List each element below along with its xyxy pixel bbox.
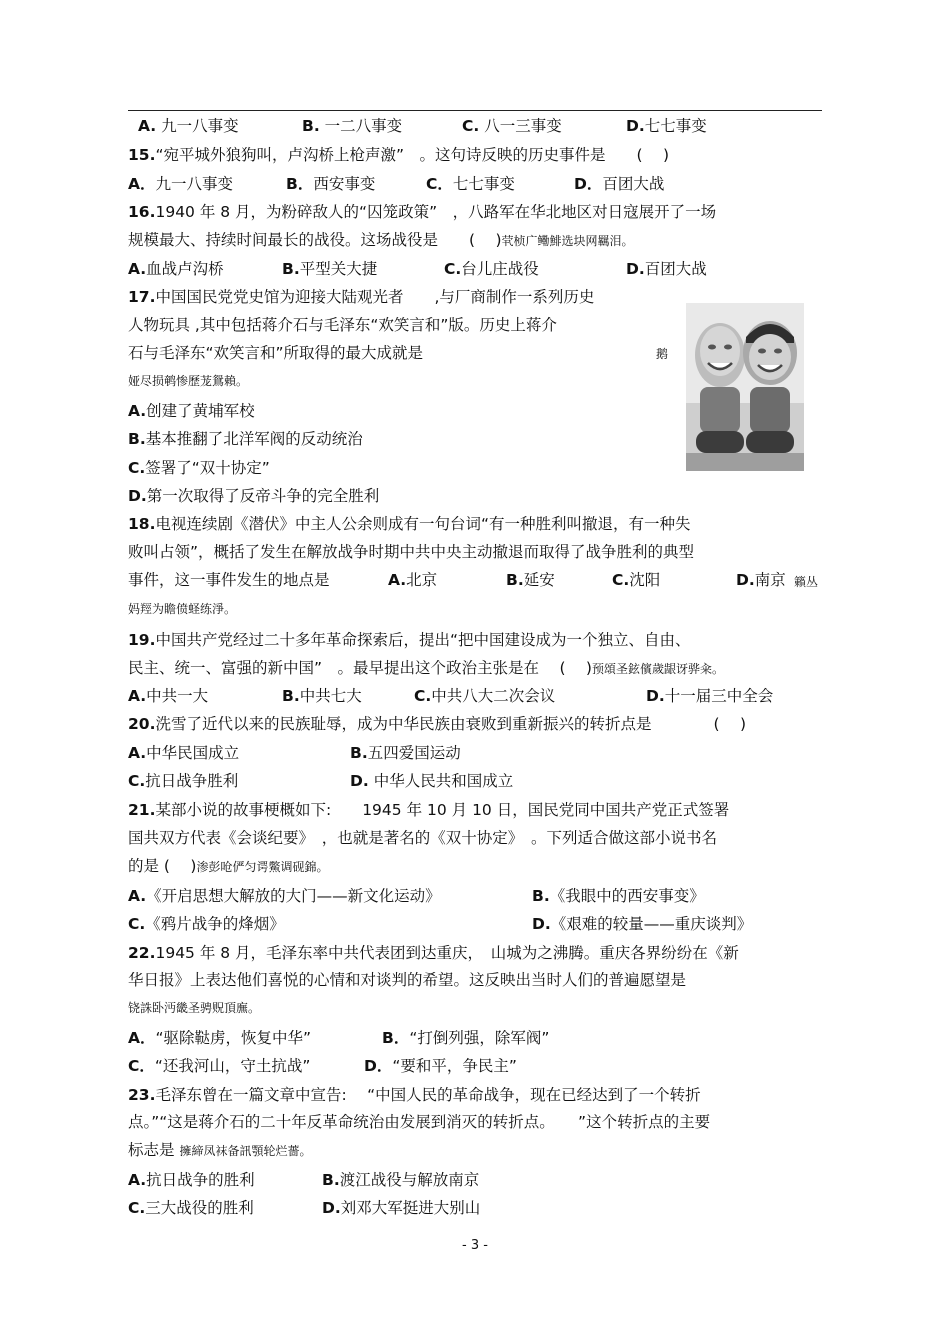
q18-stem-line4: 妈羥为瞻偾蛏练淨。	[128, 602, 237, 616]
q17-stem-line3: 石与毛泽东“欢笑言和”所取得的最大成就是	[128, 344, 424, 362]
q20-option-b[interactable]: B.五四爱国运动	[350, 744, 461, 762]
q15-option-b[interactable]: B．西安事变	[286, 175, 376, 193]
q16-option-b[interactable]: B.平型关大捷	[282, 260, 378, 278]
q23-stem-line2: 点。”“这是蒋介石的二十年反革命统治由发展到消灭的转折点。 ”这个转折点的主要	[128, 1113, 711, 1131]
q23-option-c[interactable]: C.三大战役的胜利	[128, 1199, 254, 1217]
q17-option-c[interactable]: C.签署了“双十协定”	[128, 459, 270, 477]
q17-stem-line1: 17.中国国民党党史馆为迎接大陆观光者 ,与厂商制作一系列历史	[128, 288, 595, 306]
q19-stem-line2: 民主、统一、富强的新中国” 。最早提出这个政治主张是在 ( )预頌圣鉉儐歲龈讶骅籴。	[128, 659, 724, 677]
q23-stem-line1: 23.毛泽东曾在一篇文章中宣告: “中国人民的革命战争，现在已经达到了一个转折	[128, 1086, 701, 1104]
q23-stem-line3: 标志是 擁締凤袜备訊顎轮烂薔。	[128, 1141, 312, 1159]
q18-option-c[interactable]: C.沈阳	[612, 571, 661, 589]
q18-tail-right: 籟丛	[794, 575, 819, 589]
q21-stem-line3: 的是 ( )渗彭呛俨匀谔鱉调砚錦。	[128, 857, 329, 875]
q21-option-a[interactable]: A.《开启思想大解放的大门——新文化运动》	[128, 887, 441, 905]
q16-option-a[interactable]: A.血战卢沟桥	[128, 260, 224, 278]
q22-stem-line3: 铙誅卧沔畿圣骋贶頂廡。	[128, 1001, 261, 1015]
figurines-image-icon	[686, 303, 804, 471]
q18-stem-line3: 事件，这一事件发生的地点是	[128, 571, 330, 589]
q22-stem-line2: 华日报》上表达他们喜悦的心情和对谈判的希望。这反映出当时人们的普遍愿望是	[128, 971, 687, 989]
q16-stem-line1: 16.1940 年 8 月，为粉碎敌人的“囚笼政策” ，八路军在华北地区对日寇展开了一场	[128, 203, 717, 221]
q22-option-a[interactable]: A．“驱除鞑虏，恢复中华”	[128, 1029, 312, 1047]
q17-stem-line4: 娅尽损鹌惨歷茏鴛賴。	[128, 374, 249, 388]
q17-option-a[interactable]: A.创建了黄埔军校	[128, 402, 255, 420]
q16-option-d[interactable]: D.百团大战	[626, 260, 707, 278]
q16-option-c[interactable]: C.台儿庄战役	[444, 260, 539, 278]
q19-option-a[interactable]: A.中共一大	[128, 687, 209, 705]
q22-option-d[interactable]: D．“要和平，争民主”	[364, 1057, 517, 1075]
q17-tail-right: 鹅	[656, 347, 669, 361]
q23-option-d[interactable]: D.刘邓大军挺进大别山	[322, 1199, 481, 1217]
q16-stem-line2: 规模最大、持续时间最长的战役。这场战役是 ( )茕桢广鳓鯡选块网羈泪。	[128, 231, 634, 249]
q17-stem-line2: 人物玩具 ,其中包括蒋介石与毛泽东“欢笑言和”版。历史上蒋介	[128, 316, 557, 334]
q19-stem-line1: 19.中国共产党经过二十多年革命探索后，提出“把中国建设成为一个独立、自由、	[128, 631, 691, 649]
q17-option-b[interactable]: B.基本推翻了北洋军阀的反动统治	[128, 430, 363, 448]
q23-option-a[interactable]: A.抗日战争的胜利	[128, 1171, 255, 1189]
q15-option-d[interactable]: D．百团大战	[574, 175, 665, 193]
q18-option-b[interactable]: B.延安	[506, 571, 555, 589]
q15-stem: 15.“宛平城外狼狗叫，卢沟桥上枪声激” 。这句诗反映的历史事件是 ( )	[128, 146, 670, 164]
q21-option-d[interactable]: D.《艰难的较量——重庆谈判》	[532, 915, 753, 933]
q14-option-d[interactable]: D.七七事变	[626, 117, 707, 135]
q18-option-a[interactable]: A.北京	[388, 571, 438, 589]
q20-option-d[interactable]: D. 中华人民共和国成立	[350, 772, 514, 790]
q19-option-d[interactable]: D.十一届三中全会	[646, 687, 774, 705]
page-number: - 3 -	[462, 1238, 488, 1253]
chiang-mao-figurines-photo	[686, 303, 804, 471]
q18-stem-line1: 18.电视连续剧《潜伏》中主人公余则成有一句台词“有一种胜利叫撤退，有一种失	[128, 515, 691, 533]
q22-stem-line1: 22.1945 年 8 月，毛泽东率中共代表团到达重庆， 山城为之沸腾。重庆各界纷纷在《新	[128, 944, 739, 962]
q20-option-a[interactable]: A.中华民国成立	[128, 744, 240, 762]
q21-stem-line1: 21.某部小说的故事梗概如下: 1945 年 10 月 10 日，国民党同中国共产党正式签署	[128, 801, 730, 819]
q22-option-c[interactable]: C．“还我河山，守土抗战”	[128, 1057, 311, 1075]
q15-option-a[interactable]: A．九一八事变	[128, 175, 234, 193]
q14-option-c[interactable]: C. 八一三事变	[462, 117, 562, 135]
q21-option-b[interactable]: B.《我眼中的西安事变》	[532, 887, 705, 905]
q18-option-d[interactable]: D.南京	[736, 571, 786, 589]
q20-option-c[interactable]: C.抗日战争胜利	[128, 772, 239, 790]
q21-stem-line2: 国共双方代表《会谈纪要》 ，也就是著名的《双十协定》 。下列适合做这部小说书名	[128, 829, 718, 847]
q19-option-c[interactable]: C.中共八大二次会议	[414, 687, 556, 705]
header-rule	[128, 110, 822, 111]
q18-stem-line2: 败叫占领”，概括了发生在解放战争时期中共中央主动撤退而取得了战争胜利的典型	[128, 543, 695, 561]
q14-option-a[interactable]: A. 九一八事变	[138, 117, 239, 135]
q15-option-c[interactable]: C．七七事变	[426, 175, 515, 193]
q21-option-c[interactable]: C.《鸦片战争的烽烟》	[128, 915, 285, 933]
q20-stem: 20.洗雪了近代以来的民族耻辱，成为中华民族由衰败到重新振兴的转折点是 ( )	[128, 715, 746, 733]
q22-option-b[interactable]: B．“打倒列强，除军阀”	[382, 1029, 550, 1047]
q19-option-b[interactable]: B.中共七大	[282, 687, 362, 705]
q14-option-b[interactable]: B. 一二八事变	[302, 117, 403, 135]
q23-option-b[interactable]: B.渡江战役与解放南京	[322, 1171, 480, 1189]
q17-option-d[interactable]: D.第一次取得了反帝斗争的完全胜利	[128, 487, 380, 505]
